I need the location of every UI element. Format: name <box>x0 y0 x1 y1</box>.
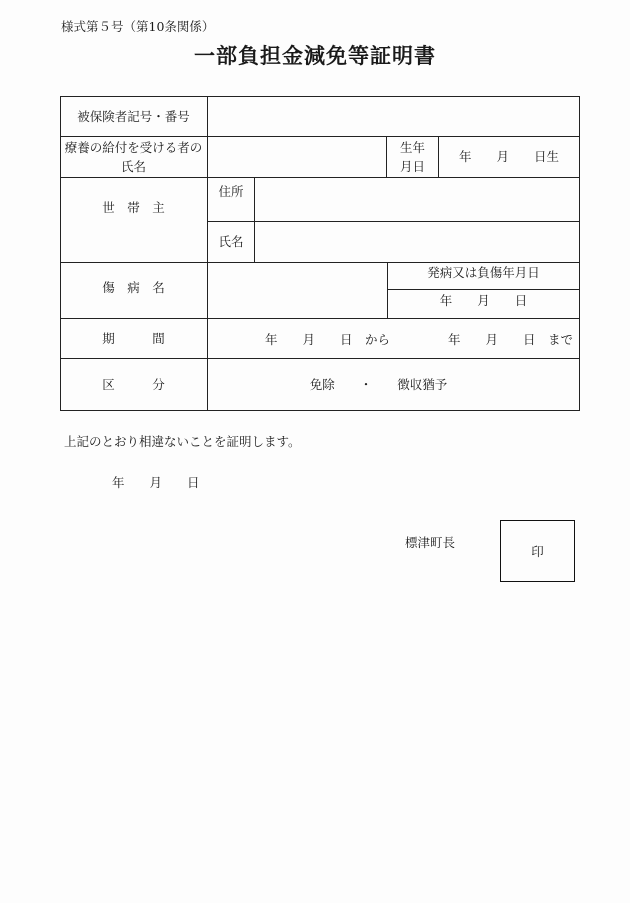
onset-date-field[interactable]: 年 月 日 <box>439 292 528 308</box>
table-border-right <box>579 96 580 411</box>
birth-label-line1: 生年 <box>399 139 425 155</box>
certification-statement: 上記のとおり相違ないことを証明します。 <box>64 434 301 449</box>
mayor-label: 標津町長 <box>405 535 456 550</box>
period-label: 期 間 <box>102 330 165 346</box>
injury-name-label: 傷 病 名 <box>102 279 165 295</box>
address-label: 住所 <box>218 183 244 199</box>
certification-date[interactable]: 年 月 日 <box>112 475 200 490</box>
seal-label: 印 <box>531 544 544 559</box>
insured-number-label: 被保険者記号・番号 <box>77 108 190 124</box>
form-number: 様式第５号（第10条関係） <box>61 19 215 34</box>
injury-name-field[interactable] <box>208 262 386 318</box>
recipient-name-field[interactable] <box>208 136 386 177</box>
onset-date-label: 発病又は負傷年月日 <box>427 265 540 280</box>
insured-number-field[interactable] <box>208 96 579 136</box>
document-title: 一部負担金減免等証明書 <box>194 43 436 68</box>
period-to[interactable]: 年 月 日 まで <box>448 332 574 347</box>
name-field[interactable] <box>255 221 579 262</box>
category-options[interactable]: 免除 ・ 徴収猶予 <box>309 376 448 392</box>
address-field[interactable] <box>255 177 579 221</box>
birth-label-line2: 月日 <box>399 158 425 174</box>
recipient-label-line1: 療養の給付を受ける者の <box>64 139 203 155</box>
recipient-label-line2: 氏名 <box>120 158 146 174</box>
head-of-household-label: 世 帯 主 <box>102 199 165 215</box>
birth-date-label <box>387 136 438 177</box>
seal-box <box>500 520 575 582</box>
category-label: 区 分 <box>102 376 165 392</box>
name-label: 氏名 <box>218 234 244 249</box>
birth-date-field[interactable]: 年 月 日生 <box>458 149 559 164</box>
table-border-bottom <box>60 410 580 411</box>
recipient-name-label <box>60 136 207 177</box>
period-from[interactable]: 年 月 日 から <box>265 332 391 347</box>
